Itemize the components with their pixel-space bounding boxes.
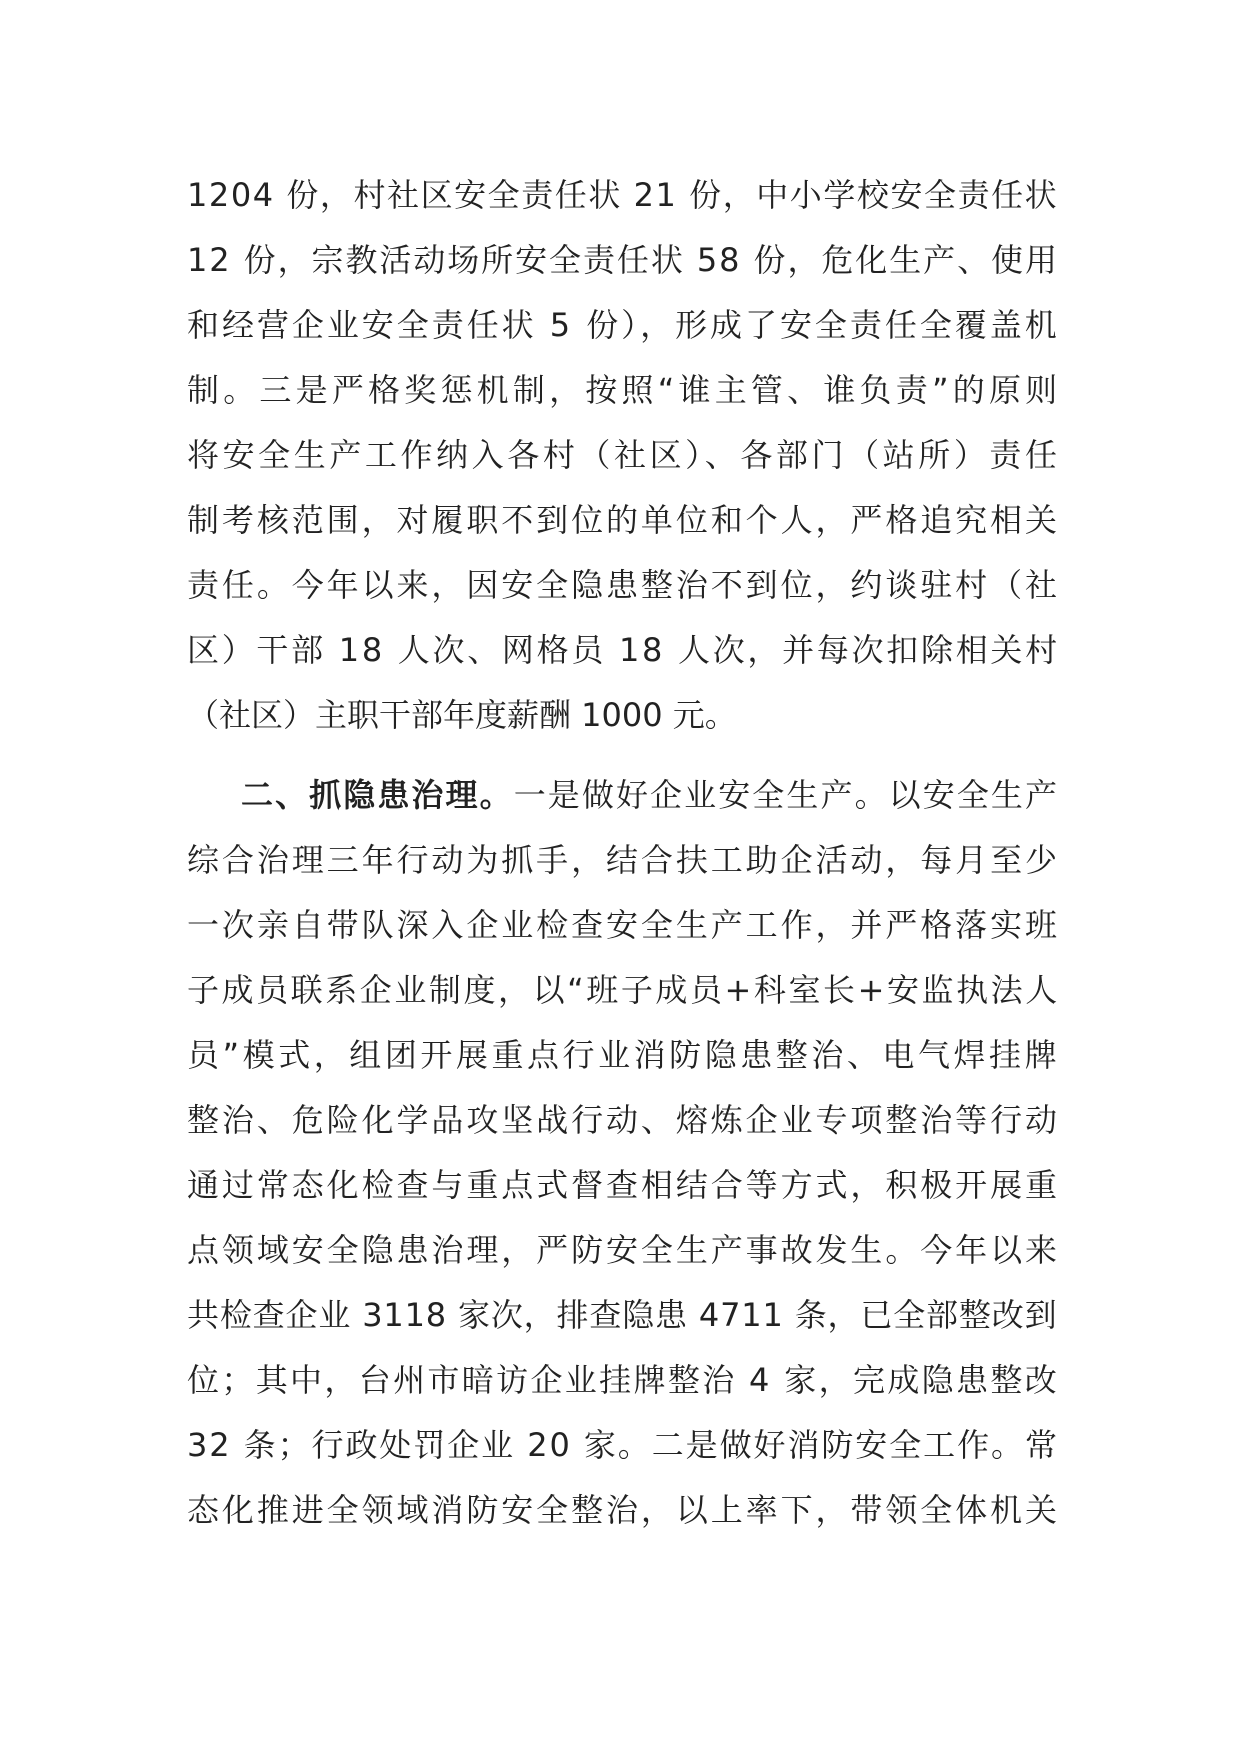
text-line-content: 态化推进全领域消防安全整治，以上率下，带领全体机关 — [187, 1491, 1060, 1529]
text-line — [187, 893, 1060, 958]
paragraph-responsibility — [187, 163, 1062, 748]
section-intro: 一是做好企业安全生产。以安全生产 — [513, 776, 1060, 814]
text-line — [187, 1283, 1057, 1348]
text-line-content: 点领域安全隐患治理，严防安全生产事故发生。今年以来 — [187, 1231, 1060, 1269]
text-line — [187, 1153, 1060, 1218]
text-line — [187, 163, 1057, 228]
text-line-first — [187, 763, 1060, 828]
text-line-content: 通过常态化检查与重点式督查相结合等方式，积极开展重 — [187, 1166, 1060, 1204]
text-line-content: 制考核范围，对履职不到位的单位和个人，严格追究相关 — [187, 501, 1060, 539]
section-heading: 二、抓隐患治理。 — [241, 776, 514, 814]
text-line — [187, 423, 1061, 488]
text-line — [187, 488, 1060, 553]
text-line-content: 共检查企业 3118 家次，排查隐患 4711 条，已全部整改到 — [187, 1296, 1058, 1334]
text-line — [187, 1088, 1060, 1153]
text-line — [187, 683, 1057, 748]
text-line — [187, 228, 1057, 293]
text-line — [187, 293, 1060, 358]
text-line-content: 员”模式，组团开展重点行业消防隐患整治、电气焊挂牌 — [187, 1036, 1061, 1074]
text-line — [187, 1413, 1057, 1478]
text-line-content: 综合治理三年行动为抓手，结合扶工助企活动，每月至少 — [187, 841, 1060, 879]
text-line-content: 整治、危险化学品攻坚战行动、熔炼企业专项整治等行动 — [187, 1101, 1060, 1139]
paragraph-hazard-governance — [187, 763, 1061, 1543]
text-line-content: （社区）主职干部年度薪酬 1000 元。 — [187, 696, 737, 734]
text-line-content: 一次亲自带队深入企业检查安全生产工作，并严格落实班 — [187, 906, 1060, 944]
text-line — [187, 1348, 1060, 1413]
text-line — [187, 958, 1060, 1023]
section-heading-text — [241, 763, 1059, 828]
text-line — [187, 1023, 1061, 1088]
text-line-content: 将安全生产工作纳入各村（社区）、各部门（站所）责任 — [187, 436, 1061, 474]
text-line — [187, 618, 1060, 683]
text-line — [187, 553, 1060, 618]
text-line-content: 责任。今年以来，因安全隐患整治不到位，约谈驻村（社 — [187, 566, 1060, 604]
text-line — [187, 828, 1060, 893]
text-line-content: 子成员联系企业制度，以“班子成员+科室长+安监执法人 — [187, 971, 1060, 1009]
text-line-content: 位；其中，台州市暗访企业挂牌整治 4 家，完成隐患整改 — [187, 1361, 1060, 1399]
text-line — [187, 1478, 1060, 1543]
text-line-content: 和经营企业安全责任状 5 份），形成了安全责任全覆盖机 — [187, 306, 1060, 344]
text-line-content: 12 份，宗教活动场所安全责任状 58 份，危化生产、使用 — [187, 241, 1059, 279]
text-line-content: 1204 份，村社区安全责任状 21 份，中小学校安全责任状 — [187, 176, 1059, 214]
text-line-content: 制。三是严格奖惩机制，按照“谁主管、谁负责”的原则 — [187, 371, 1062, 409]
text-line-content: 32 条；行政处罚企业 20 家。二是做好消防安全工作。常 — [187, 1426, 1059, 1464]
text-line — [187, 1218, 1060, 1283]
text-line — [187, 358, 1062, 423]
text-line-content: 区）干部 18 人次、网格员 18 人次，并每次扣除相关村 — [187, 631, 1060, 669]
